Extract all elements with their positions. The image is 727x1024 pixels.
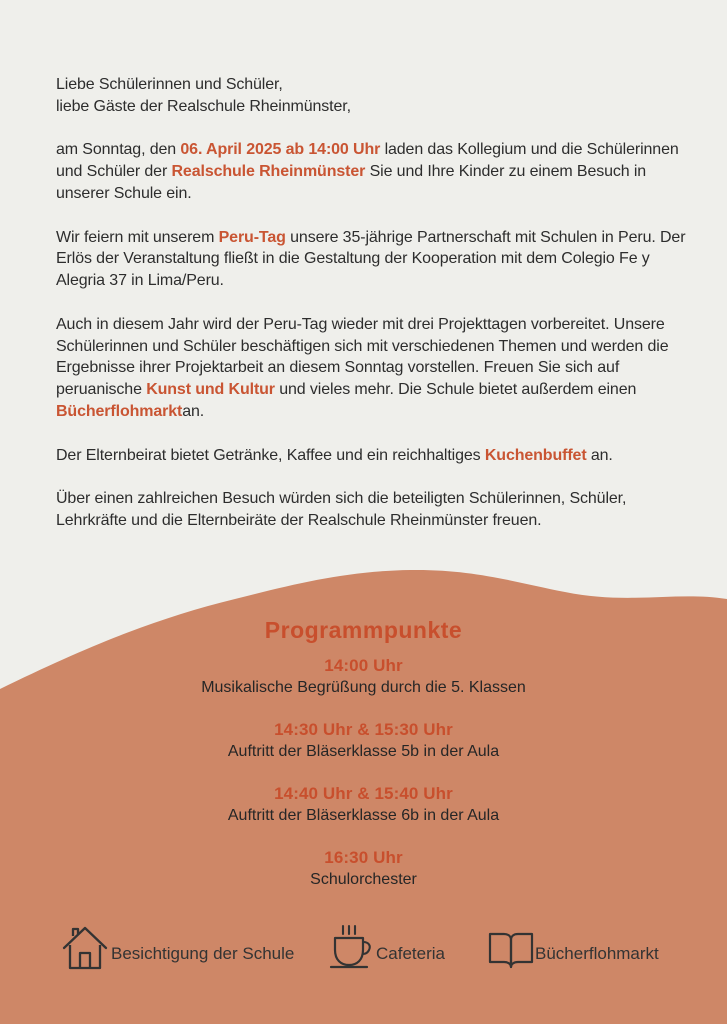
invitation-prefix: am Sonntag, den [56, 141, 177, 159]
program-description: Auftritt der Bläserklasse 6b in der Aula [227, 807, 500, 824]
school-tour-label: Besichtigung der Schule [111, 944, 295, 963]
program-time: 16:30 Uhr [324, 848, 403, 867]
book-market-highlight: Bücherflohmarkt [56, 402, 183, 420]
event-date: 06. April 2025 ab 14:00 Uhr [180, 141, 381, 159]
peru-day-highlight: Peru-Tag [218, 228, 286, 246]
program-section [0, 612, 727, 911]
project-days-middle: und vieles mehr. Die Schule bietet außerdem einen [279, 381, 637, 399]
project-days-suffix: an. [182, 402, 205, 420]
program-item [0, 783, 727, 827]
refreshments-prefix: Der Elternbeirat bietet Getränke, Kaffee und ein reichhaltiges [56, 446, 481, 464]
peru-day-suffix: unsere 35-jährige Partnerschaft mit Schulen in Peru. Der Erlös der Veranstaltung fließt in die Gestaltung der Kooperation mit dem Colegio Fe y Alegria 37 in Lima/Peru. [56, 228, 686, 290]
greeting [56, 74, 686, 118]
greeting-line-2: liebe Gäste der Realschule Rheinmünster, [56, 97, 351, 115]
project-days-paragraph [56, 314, 686, 423]
refreshments-suffix: an. [590, 446, 613, 464]
program-time: 14:40 Uhr & 15:40 Uhr [274, 784, 453, 803]
program-time: 14:00 Uhr [324, 656, 403, 675]
book-market-feature [487, 922, 672, 976]
cafeteria-feature [329, 922, 459, 976]
cafeteria-label: Cafeteria [376, 944, 445, 963]
program-description: Musikalische Begrüßung durch die 5. Klassen [201, 679, 526, 696]
coffee-cup-icon [329, 922, 377, 974]
project-days-prefix: Auch in diesem Jahr wird der Peru-Tag wieder mit drei Projekttagen vorbereitet. Unsere Schülerinnen und Schüler beschäftigen sich mit verschiedenen Themen und werden die Ergebnisse ihrer Projektarbeit an diesem Sonntag vorstellen. Freuen Sie sich auf peruanische [56, 315, 669, 399]
program-time: 14:30 Uhr & 15:30 Uhr [274, 720, 453, 739]
closing-paragraph: Über einen zahlreichen Besuch würden sich die beteiligten Schülerinnen, Schüler, Lehrkräfte und die Elternbeiräte der Realschule Rheinmünster freuen. [56, 490, 627, 529]
feature-list [0, 922, 727, 978]
cake-buffet-highlight: Kuchenbuffet [484, 446, 587, 464]
school-name: Realschule Rheinmünster [171, 163, 366, 181]
book-icon [487, 922, 535, 974]
house-icon [61, 922, 109, 974]
greeting-line-1: Liebe Schülerinnen und Schüler, [56, 76, 283, 93]
program-item [0, 847, 727, 891]
peru-day-prefix: Wir feiern mit unserem [56, 228, 215, 246]
invitation-letter [56, 74, 686, 554]
art-culture-highlight: Kunst und Kultur [146, 381, 275, 399]
refreshments-paragraph [56, 445, 686, 467]
program-title: Programmpunkte [264, 617, 463, 643]
invitation-middle: laden das Kollegium und die Schülerinnen und Schüler der [56, 141, 679, 181]
program-description: Schulorchester [310, 871, 417, 888]
invitation-suffix: Sie und Ihre Kinder zu einem Besuch in unserer Schule ein. [56, 163, 647, 202]
peru-day-paragraph [56, 227, 686, 292]
program-item [0, 655, 727, 699]
invitation-paragraph [56, 139, 686, 204]
book-market-label: Bücherflohmarkt [535, 944, 659, 963]
program-item [0, 719, 727, 763]
program-description: Auftritt der Bläserklasse 5b in der Aula [227, 743, 500, 760]
school-tour-feature [61, 922, 321, 976]
